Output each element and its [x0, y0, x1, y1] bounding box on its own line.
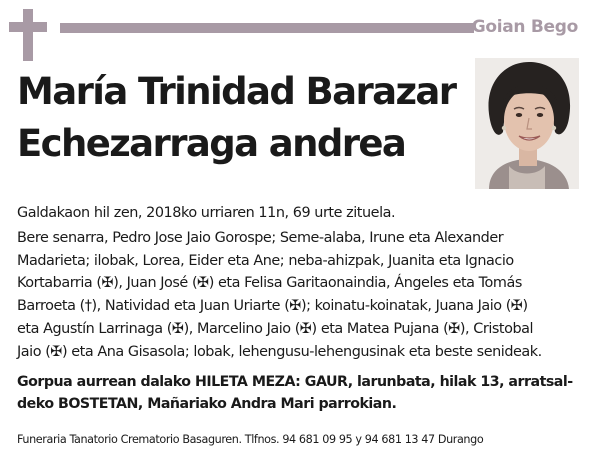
section-label: Goian Bego	[471, 17, 578, 37]
cross-icon	[9, 9, 49, 61]
header-rule	[60, 23, 474, 33]
funeral-mass-line: Gorpua aurrean dalako HILETA MEZA: GAUR, larunbata, hilak 13, arratsal-	[17, 374, 573, 390]
portrait-photo	[475, 58, 579, 189]
deceased-name	[17, 66, 467, 170]
announcement-line: Madarieta; ilobak, Lorea, Eider eta Ane; neba-ahizpak, Juanita eta Ignacio	[17, 252, 514, 269]
announcement-line: Jaio (✠) eta Ana Gisasola; lobak, lehengusu-lehengusinak eta beste senideak.	[17, 343, 542, 360]
funeral-home-footer: Funeraria Tanatorio Crematorio Basaguren. Tlfnos. 94 681 09 95 y 94 681 13 47 Durango	[17, 433, 484, 446]
announcement-line: eta Agustín Larrinaga (✠), Marcelino Jaio (✠) eta Matea Pujana (✠), Cristobal	[17, 320, 534, 337]
deceased-name-line-2: Echezarraga andrea	[17, 122, 406, 165]
announcement-line-death: Galdakaon hil zen, 2018ko urriaren 11n, 69 urte zituela.	[17, 205, 396, 221]
deceased-name-line-1: María Trinidad Barazar	[17, 70, 456, 113]
funeral-mass-line: deko BOSTETAN, Mañariako Andra Mari parrokian.	[17, 395, 397, 412]
funeral-mass-info	[17, 372, 592, 415]
announcement-line: Barroeta (†), Natividad eta Juan Uriarte (✠); koinatu-koinatak, Juana Jaio (✠)	[17, 298, 528, 315]
announcement-line: Bere senarra, Pedro Jose Jaio Gorospe; Seme-alaba, Irune eta Alexander	[17, 229, 504, 246]
announcement-line: Kortabarria (✠), Juan José (✠) eta Felisa Garitaonaindia, Ángeles eta Tomás	[17, 275, 522, 292]
announcement-text	[17, 202, 589, 364]
